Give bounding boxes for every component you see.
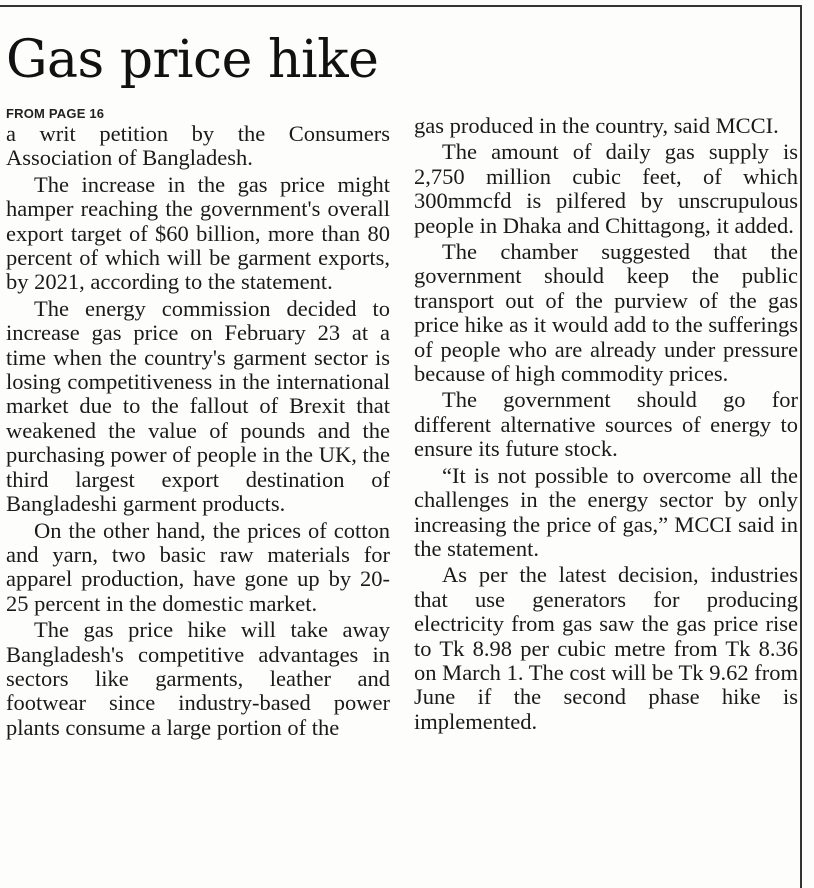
headline: Gas price hike (6, 30, 379, 90)
paragraph: On the other hand, the prices of cotton and yarn, two basic raw materials for apparel production, have gone up by 20-25 percent in the domestic market. (6, 517, 390, 616)
paragraph: The chamber suggested that the government should keep the public transport out of the purview of the gas price hike as it would add to the sufferings of people who are already under pressure because of high commodity prices. (414, 239, 798, 387)
right-column (414, 114, 798, 734)
left-column (6, 106, 390, 740)
paragraph: gas produced in the country, said MCCI. (414, 113, 779, 138)
top-border (0, 5, 802, 7)
paragraph: a writ petition by the Consumers Association of Bangladesh. (6, 121, 390, 171)
continued-from-kicker: FROM PAGE 16 (6, 106, 105, 121)
paragraph: The gas price hike will take away Bangladesh's competitive advantages in sectors like garments, leather and footwear since industry-based power plants consume a large portion of the (6, 617, 390, 740)
paragraph: The increase in the gas price might hamper reaching the government's overall export target of $60 billion, more than 80 percent of which will be garment exports, by 2021, according to the statement. (6, 171, 390, 295)
paragraph: The amount of daily gas supply is 2,750 million cubic feet, of which 300mmcfd is pilfered by unscrupulous people in Dhaka and Chittagong, it added. (414, 139, 798, 238)
paragraph: As per the latest decision, industries that use generators for producing electricity from gas saw the gas price rise to Tk 8.98 per cubic metre from Tk 8.36 on March 1. The cost will be Tk 9.62 from June if the second phase hike is implemented. (414, 562, 798, 734)
right-border (800, 5, 802, 888)
paragraph: The energy commission decided to increase gas price on February 23 at a time when the country's garment sector is losing competitiveness in the international market due to the fallout of Brexit that weakened the value of pounds and the purchasing power of people in the UK, the third largest export destination of Bangladeshi garment products. (6, 295, 390, 517)
paragraph: “It is not possible to overcome all the challenges in the energy sector by only increasing the price of gas,” MCCI said in the statement. (414, 462, 798, 561)
paragraph: The government should go for different alternative sources of energy to ensure its future stock. (414, 387, 798, 462)
